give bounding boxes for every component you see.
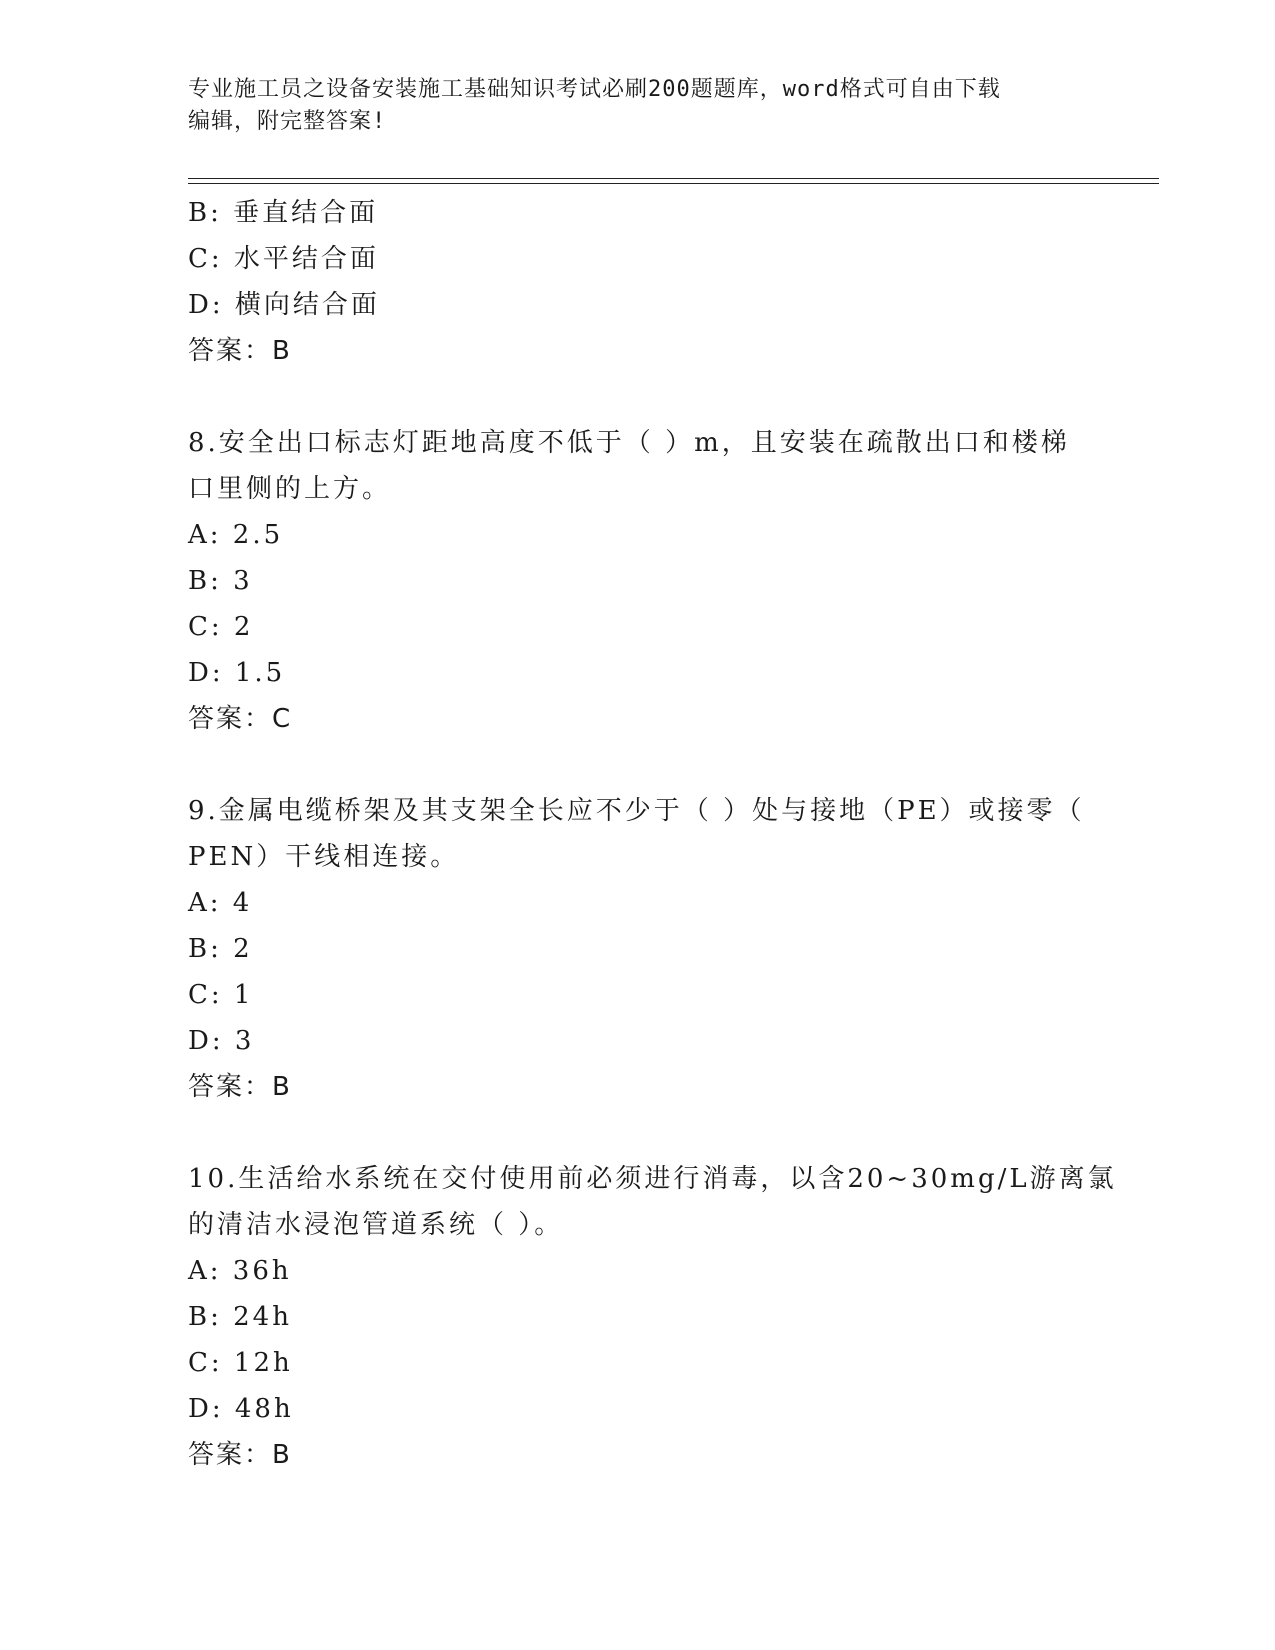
- option-c: C: 2: [188, 612, 254, 642]
- option-c: C: 12h: [188, 1348, 293, 1378]
- option-d: D: 横向结合面: [188, 290, 380, 320]
- header-line-1: 专业施工员之设备安装施工基础知识考试必刷200题题库，word格式可自由下载: [188, 77, 1001, 102]
- option-c: C: 1: [188, 980, 254, 1010]
- answer-line: 答案：B: [188, 1440, 292, 1470]
- question-10: [188, 1156, 1117, 1478]
- option-b: B: 2: [188, 934, 253, 964]
- option-b: B: 垂直结合面: [188, 198, 379, 228]
- question-stem: 8.安全出口标志灯距地高度不低于（ ）m，且安装在疏散出口和楼梯: [188, 428, 1070, 458]
- answer-line: 答案：B: [188, 1072, 292, 1102]
- header-divider-top: [188, 178, 1159, 179]
- question-stem-continued: 的清洁水浸泡管道系统（ ）。: [188, 1210, 564, 1240]
- answer-line: 答案：C: [188, 704, 293, 734]
- option-b: B: 3: [188, 566, 253, 596]
- option-d: D: 3: [188, 1026, 255, 1056]
- question-8: [188, 420, 1088, 742]
- spacer: [188, 1110, 1088, 1156]
- question-stem: 10.生活给水系统在交付使用前必须进行消毒，以含20~30mg/L游离氯: [188, 1164, 1117, 1194]
- option-d: D: 1.5: [188, 658, 286, 688]
- spacer: [188, 742, 1088, 788]
- option-b: B: 24h: [188, 1302, 292, 1332]
- option-a: A: 2.5: [188, 520, 284, 550]
- option-d: D: 48h: [188, 1394, 294, 1424]
- document-header: [188, 74, 1088, 138]
- question-stem-continued: PEN）干线相连接。: [188, 842, 460, 872]
- header-line-2: 编辑，附完整答案!: [188, 109, 387, 134]
- header-divider-bottom: [188, 183, 1159, 184]
- question-stem-continued: 口里侧的上方。: [188, 474, 392, 504]
- question-9: [188, 788, 1088, 1110]
- answer-line: 答案：B: [188, 336, 292, 366]
- option-a: A: 36h: [188, 1256, 292, 1286]
- option-a: A: 4: [188, 888, 253, 918]
- option-c: C: 水平结合面: [188, 244, 379, 274]
- spacer: [188, 374, 1088, 420]
- question-7-continued: [188, 190, 1088, 374]
- question-stem: 9.金属电缆桥架及其支架全长应不少于（ ）处与接地（PE）或接零（: [188, 796, 1085, 826]
- question-list: [188, 190, 1117, 1478]
